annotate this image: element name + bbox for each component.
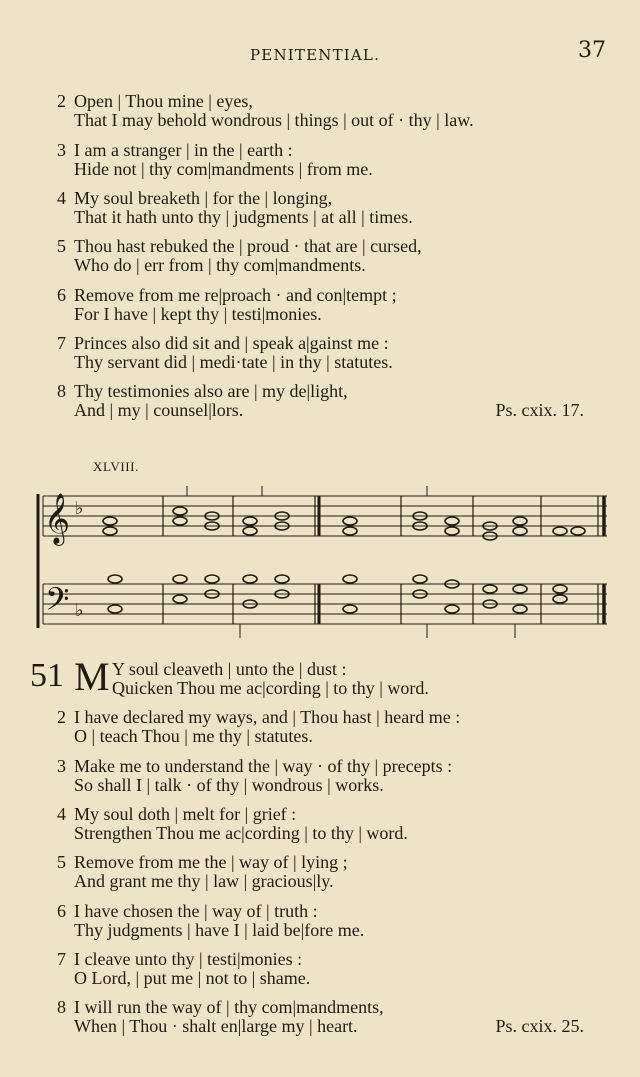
verse-line-2: Thy servant did | medi·tate | in thy | statutes. (74, 352, 393, 372)
verse-line-1: Princes also did sit and | speak a|gainst me : (74, 333, 389, 353)
verse-number: 5 (57, 236, 66, 256)
scripture-citation: Ps. cxix. 25. (495, 1016, 584, 1036)
page-number: 37 (578, 38, 606, 63)
verse-line-2: Who do | err from | thy com|mandments. (74, 255, 366, 275)
verse-line-2: And | my | counsel|lors. (74, 400, 244, 420)
treble-clef-icon: 𝄞 (44, 493, 71, 544)
verse-line-2: O | teach Thou | me thy | statutes. (74, 726, 313, 746)
verse-line-2: Hide not | thy com|mandments | from me. (74, 159, 373, 179)
flat-icon: ♭ (75, 498, 84, 519)
verse-number: 2 (57, 91, 66, 111)
verse-line-1: Remove from me the | way of | lying ; (74, 852, 348, 872)
verse-line-2: O Lord, | put me | not to | shame. (74, 968, 311, 988)
bass-staff (43, 584, 607, 624)
verse-line-1: Thou hast rebuked the | proud · that are | cursed, (74, 236, 422, 256)
verse-line-1: I will run the way of | thy com|mandments, (74, 997, 384, 1017)
verse-number: 7 (57, 333, 66, 353)
verse-line-1: I have chosen the | way of | truth : (74, 901, 318, 921)
verse-number: 4 (57, 804, 66, 824)
verse-line-2: Strengthen Thou me ac|cording | to thy | word. (74, 823, 408, 843)
verse-line-1: My soul doth | melt for | grief : (74, 804, 297, 824)
verse-number: 4 (57, 188, 66, 208)
double-bar-middle (315, 496, 319, 624)
verse-line-1: My soul breaketh | for the | longing, (74, 188, 333, 208)
verse-line-1: Thy testimonies also are | my de|light, (74, 381, 348, 401)
psalm-second-line: Quicken Thou me ac|cording | to thy | word. (112, 678, 429, 698)
psalm-number: 51 (30, 657, 64, 694)
bass-clef-icon: 𝄢 (45, 581, 70, 625)
verse-number: 3 (57, 756, 66, 776)
verse-line-2: For I have | kept thy | testi|monies. (74, 304, 322, 324)
verse-number: 7 (57, 949, 66, 969)
verse-number: 3 (57, 140, 66, 160)
verse-line-2: When | Thou · shalt en|large my | heart. (74, 1016, 358, 1036)
verse-number: 2 (57, 707, 66, 727)
running-head (0, 38, 640, 68)
treble-notes (103, 507, 585, 540)
verse-line-1: I have declared my ways, and | Thou hast | heard me : (74, 707, 461, 727)
page-title: PENITENTIAL. (250, 46, 381, 64)
flat-icon: ♭ (75, 600, 84, 621)
verse-line-1: Remove from me re|proach · and con|tempt ; (74, 285, 397, 305)
psalm-opening (0, 654, 640, 704)
verse-number: 6 (57, 285, 66, 305)
psalm-first-line: Y soul cleaveth | unto the | dust : (112, 659, 347, 679)
drop-cap: M (74, 654, 110, 699)
verse-number: 8 (57, 381, 66, 401)
verse-line-1: Make me to understand the | way · of thy | precepts : (74, 756, 453, 776)
verse-number: 5 (57, 852, 66, 872)
verse-line-1: I am a stranger | in the | earth : (74, 140, 293, 160)
final-bar (598, 496, 604, 624)
verse-line-2: And grant me thy | law | gracious|ly. (74, 871, 334, 891)
tune-label: XLVIII. (93, 459, 139, 474)
verse-line-2: That it hath unto thy | judgments | at all | times. (74, 207, 413, 227)
verse-line-2: Thy judgments | have I | laid be|fore me. (74, 920, 365, 940)
music-score (0, 476, 640, 646)
verse-line-1: Open | Thou mine | eyes, (74, 91, 253, 111)
scripture-citation: Ps. cxix. 17. (495, 400, 584, 420)
verse-line-1: I cleave unto thy | testi|monies : (74, 949, 303, 969)
verse-number: 8 (57, 997, 66, 1017)
verse-line-2: That I may behold wondrous | things | out of · thy | law. (74, 110, 474, 130)
treble-staff (43, 496, 607, 536)
verse-line-2: So shall I | talk · of thy | wondrous | works. (74, 775, 384, 795)
verse-number: 6 (57, 901, 66, 921)
